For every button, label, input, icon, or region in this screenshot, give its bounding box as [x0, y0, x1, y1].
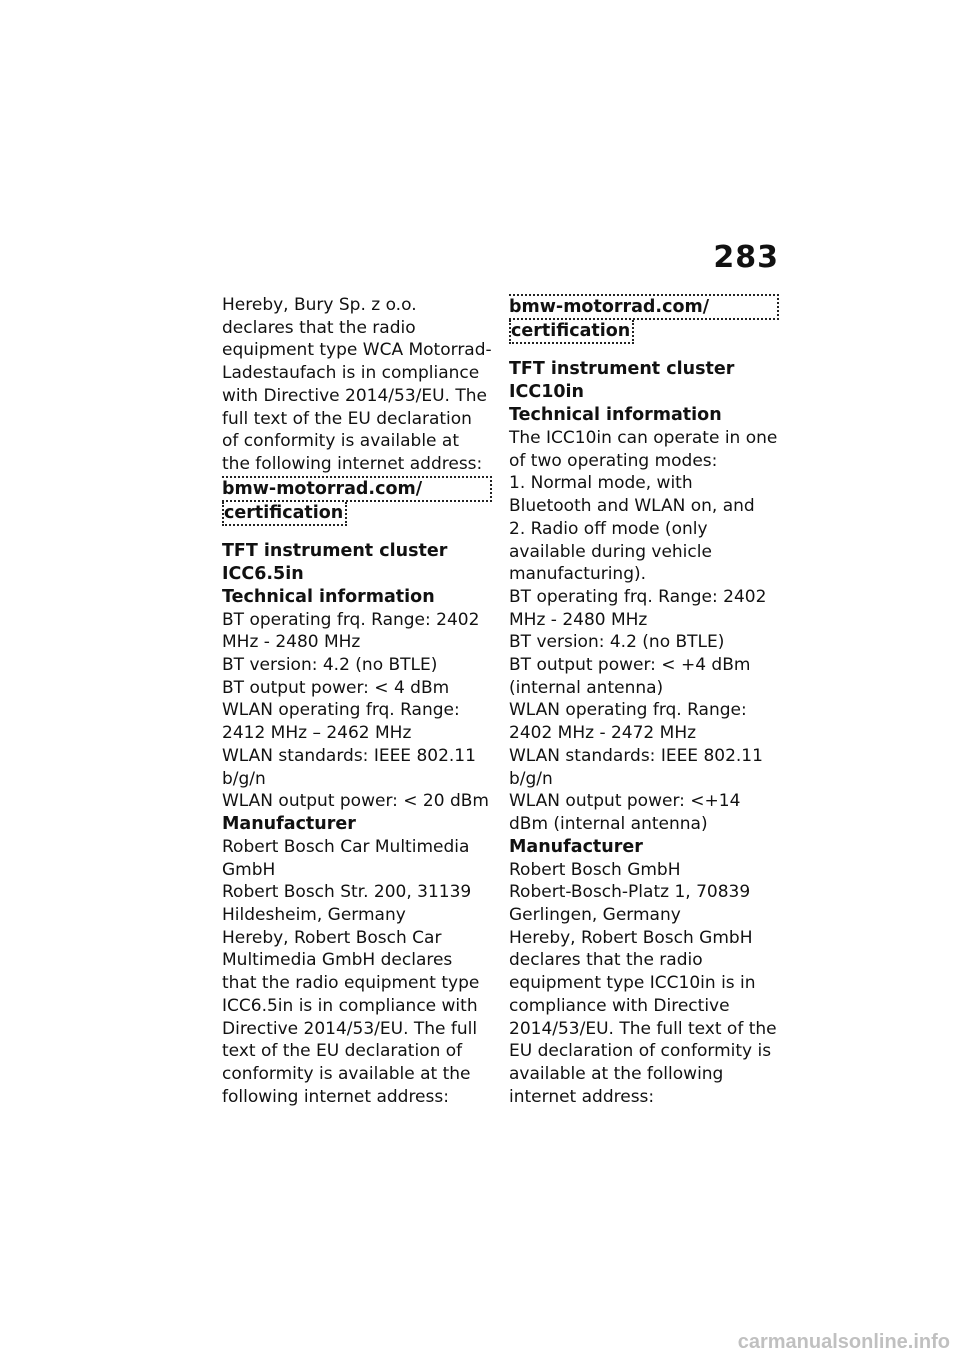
tech-line: WLAN operating frq. Range: 2412 MHz – 2462 MHz — [222, 700, 460, 744]
certification-link-line1: bmw-motorrad.com/ — [509, 294, 779, 320]
bosch-gmbh-declaration-paragraph: Hereby, Robert Bosch GmbH declares that the radio equipment type ICC10in is in compliance with Directive 2014/53/EU. The full text of the EU declaration of conformity is available at the following internet address: — [509, 927, 777, 1107]
manufacturer-address-left — [222, 836, 492, 927]
manufacturer-line: Robert Bosch Str. 200, 31139 Hildesheim, Germany — [222, 882, 472, 926]
left-column — [222, 294, 492, 1108]
tech-line: WLAN output power: < 20 dBm — [222, 791, 489, 812]
tech-line: BT operating frq. Range: 2402 MHz - 2480 MHz — [222, 609, 480, 653]
tech-info-heading-left: Technical information — [222, 586, 435, 607]
tech-line: WLAN operating frq. Range: 2402 MHz - 2472 MHz — [509, 700, 747, 744]
manufacturer-heading-left: Manufacturer — [222, 813, 356, 834]
tech-line: BT operating frq. Range: 2402 MHz - 2480 MHz — [509, 586, 767, 630]
manufacturer-line: Robert-Bosch-Platz 1, 70839 Gerlingen, Germany — [509, 882, 751, 926]
page-number: 283 — [713, 240, 779, 275]
right-column — [509, 294, 779, 1108]
tech-line: BT version: 4.2 (no BTLE) — [509, 632, 725, 653]
manufacturer-line: Robert Bosch Car Multimedia GmbH — [222, 836, 470, 880]
bosch-cm-declaration-paragraph: Hereby, Robert Bosch Car Multimedia GmbH declares that the radio equipment type ICC6.5in is in compliance with Directive 2014/53/EU. The full text of the EU declaration of conformity is available at the following internet address: — [222, 927, 480, 1107]
manufacturer-address-right — [509, 859, 779, 927]
tech-line: WLAN standards: IEEE 802.11 b/g/n — [222, 745, 476, 789]
manufacturer-line: Robert Bosch GmbH — [509, 859, 681, 880]
certification-link-line1: bmw-motorrad.com/ — [222, 476, 492, 502]
bury-declaration-paragraph: Hereby, Bury Sp. z o.o. declares that the radio equipment type WCA Motorrad-Ladestaufach is in compliance with Directive 2014/53/EU. The full text of the EU declaration of conformity is available at the following internet address: — [222, 295, 492, 474]
tech-line: BT version: 4.2 (no BTLE) — [222, 655, 438, 676]
tech-line: BT output power: < +4 dBm (internal antenna) — [509, 655, 751, 698]
watermark: carmanualsonline.info — [737, 1331, 950, 1353]
certification-link-left[interactable] — [222, 476, 492, 526]
tech-line: 2. Radio off mode (only available during vehicle manufacturing). — [509, 518, 712, 585]
tech-line: WLAN output power: <+14 dBm (internal antenna) — [509, 791, 741, 834]
certification-link-right[interactable] — [509, 294, 779, 344]
tech-line: The ICC10in can operate in one of two operating modes: — [509, 428, 778, 471]
tech-line: BT output power: < 4 dBm — [222, 677, 450, 698]
certification-link-line2: certification — [222, 502, 347, 526]
certification-link-line2: certification — [509, 320, 634, 344]
tech-info-heading-right: Technical information — [509, 405, 722, 425]
tech-line: 1. Normal mode, with Bluetooth and WLAN on, and — [509, 473, 755, 517]
tech-line: WLAN standards: IEEE 802.11 b/g/n — [509, 745, 763, 789]
tech-info-list-right — [509, 427, 779, 836]
section-title-icc65: TFT instrument cluster ICC6.5in — [222, 540, 448, 584]
tech-info-list-left — [222, 609, 492, 813]
section-title-icc10: TFT instrument cluster ICC10in — [509, 359, 735, 402]
manufacturer-heading-right: Manufacturer — [509, 836, 643, 857]
